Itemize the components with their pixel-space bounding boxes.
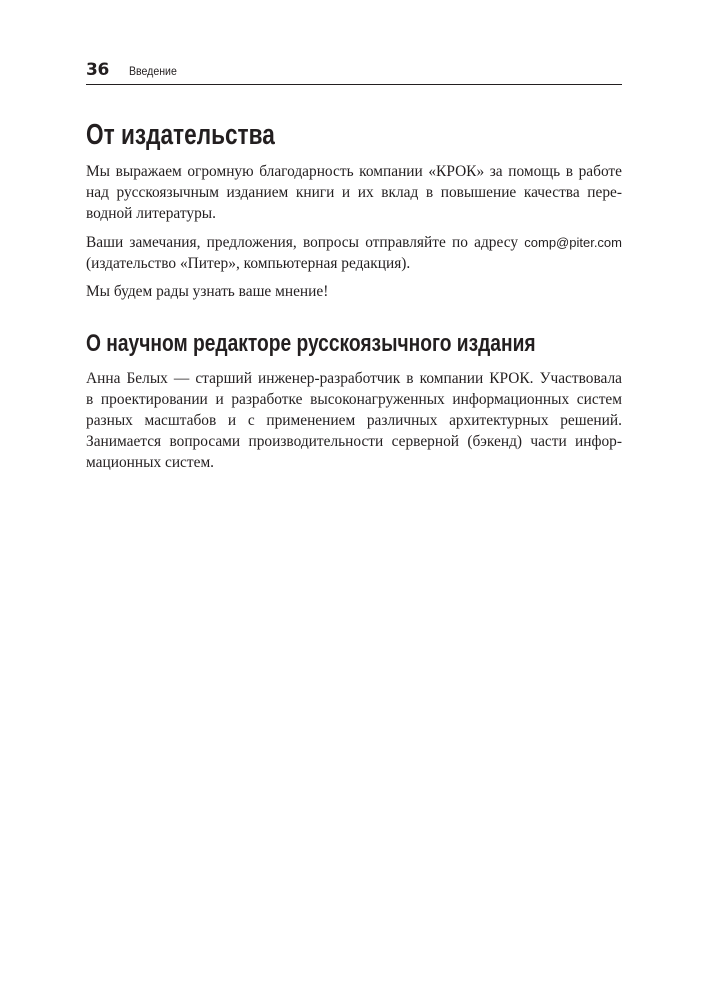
text-line: Занимается вопросами производительности серверной (бэкенд) части инфор- <box>86 433 622 450</box>
text-line: Мы выражаем огромную благодарность компании «КРОК» за помощь в работе <box>86 163 622 180</box>
page-number: 36 <box>86 60 110 80</box>
text-line: разных масштабов и с применением различных архитектурных решений. <box>86 412 622 429</box>
text-line: Анна Белых — старший инженер-разработчик в компании КРОК. Участвовала <box>86 370 622 387</box>
publisher-paragraph-contact <box>86 232 622 274</box>
email-link[interactable]: comp@piter.com <box>524 235 622 250</box>
editor-paragraph <box>86 368 622 473</box>
editor-heading: О научном редакторе русскоязычного издания <box>86 330 536 357</box>
text-line: (издательство «Питер», компьютерная редакция). <box>86 255 411 272</box>
running-header-section: Введение <box>129 64 177 78</box>
running-header <box>86 58 622 85</box>
publisher-heading: От издательства <box>86 119 275 151</box>
publisher-paragraph-thanks <box>86 161 622 224</box>
text-line: в проектировании и разработке высоконагруженных информационных систем <box>86 391 622 408</box>
text-line: мационных систем. <box>86 454 215 471</box>
text-line: над русскоязычным изданием книги и их вклад в повышение качества пере- <box>86 184 622 201</box>
text-line: водной литературы. <box>86 205 216 222</box>
text-line <box>86 232 622 253</box>
publisher-paragraph-feedback <box>86 281 622 302</box>
contact-text: Ваши замечания, предложения, вопросы отправляйте по адресу <box>86 234 525 251</box>
text-line: Мы будем рады узнать ваше мнение! <box>86 283 329 300</box>
book-page <box>86 0 622 1000</box>
